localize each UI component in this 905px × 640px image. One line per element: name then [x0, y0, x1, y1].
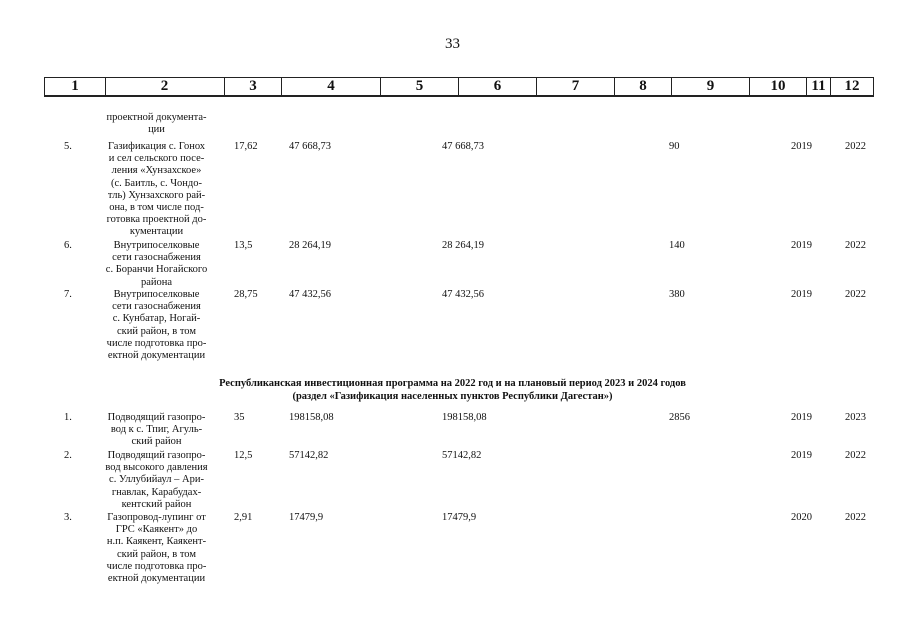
row-number: 7. [64, 289, 72, 300]
row-number: 1. [64, 412, 72, 423]
start-year: 2019 [791, 450, 812, 461]
cost-funding: 47 668,73 [442, 141, 484, 152]
header-col-11: 11 [807, 78, 831, 95]
start-year: 2019 [791, 412, 812, 423]
header-col-8: 8 [615, 78, 672, 95]
row-number: 2. [64, 450, 72, 461]
header-col-7: 7 [537, 78, 615, 95]
total-cost: 198158,08 [289, 412, 334, 423]
continued-text: проектной документа- ции [106, 112, 207, 136]
header-col-12: 12 [831, 78, 874, 95]
row-number: 6. [64, 240, 72, 251]
object-name: Подводящий газопро- вод высокого давления с. Уллубийаул – Ари- гнавлак, Карабудах- кентский район [105, 450, 208, 510]
gas-consumers: 140 [669, 240, 685, 251]
end-year: 2022 [845, 450, 866, 461]
capacity-value: 35 [234, 412, 245, 423]
start-year: 2019 [791, 289, 812, 300]
total-cost: 28 264,19 [289, 240, 331, 251]
capacity-value: 12,5 [234, 450, 253, 461]
capacity-value: 13,5 [234, 240, 253, 251]
end-year: 2023 [845, 412, 866, 423]
end-year: 2022 [845, 289, 866, 300]
start-year: 2019 [791, 141, 812, 152]
end-year: 2022 [845, 141, 866, 152]
capacity-value: 2,91 [234, 512, 253, 523]
cost-funding: 57142,82 [442, 450, 482, 461]
cost-funding: 17479,9 [442, 512, 477, 523]
total-cost: 17479,9 [289, 512, 324, 523]
header-col-9: 9 [672, 78, 750, 95]
total-cost: 47 432,56 [289, 289, 331, 300]
object-name: Газификация с. Гонох и сел сельского посе- ления «Хунзахское» (с. Баитль, с. Чондо- тль) Хунзахского рай- она, в том числе под- готовка проектной до- кументации [106, 141, 207, 238]
object-name: Внутрипоселковые сети газоснабжения с. Кунбатар, Ногай- ский район, в том числе подготовка про- ектной документации [106, 289, 207, 362]
header-col-1: 1 [44, 78, 106, 95]
table-header-row [44, 77, 874, 97]
gas-consumers: 90 [669, 141, 680, 152]
row-number: 3. [64, 512, 72, 523]
cost-funding: 47 432,56 [442, 289, 484, 300]
capacity-value: 17,62 [234, 141, 258, 152]
end-year: 2022 [845, 240, 866, 251]
object-name: Внутрипоселковые сети газоснабжения с. Боранчи Ногайского района [105, 240, 208, 288]
object-name: Газопровод-лупинг от ГРС «Каякент» до н.п. Каякент, Каякент- ский район, в том числе подготовка про- ектной документации [106, 512, 207, 585]
row-number: 5. [64, 141, 72, 152]
gas-consumers: 380 [669, 289, 685, 300]
start-year: 2019 [791, 240, 812, 251]
gas-consumers: 2856 [669, 412, 690, 423]
header-col-5: 5 [381, 78, 459, 95]
start-year: 2020 [791, 512, 812, 523]
object-name: Подводящий газопро- вод к с. Тпиг, Агуль- ский район [107, 412, 206, 448]
header-col-6: 6 [459, 78, 537, 95]
cost-funding: 198158,08 [442, 412, 487, 423]
section-title: Республиканская инвестиционная программа на 2022 год и на плановый период 2023 и 2024 годов (раздел «Газификация населенных пунктов Республики Дагестан») [219, 378, 686, 402]
page-number: 33 [445, 36, 460, 52]
total-cost: 47 668,73 [289, 141, 331, 152]
capacity-value: 28,75 [234, 289, 258, 300]
header-col-3: 3 [225, 78, 282, 95]
header-col-2: 2 [105, 78, 225, 95]
header-col-10: 10 [750, 78, 807, 95]
end-year: 2022 [845, 512, 866, 523]
header-col-4: 4 [282, 78, 381, 95]
cost-funding: 28 264,19 [442, 240, 484, 251]
total-cost: 57142,82 [289, 450, 329, 461]
